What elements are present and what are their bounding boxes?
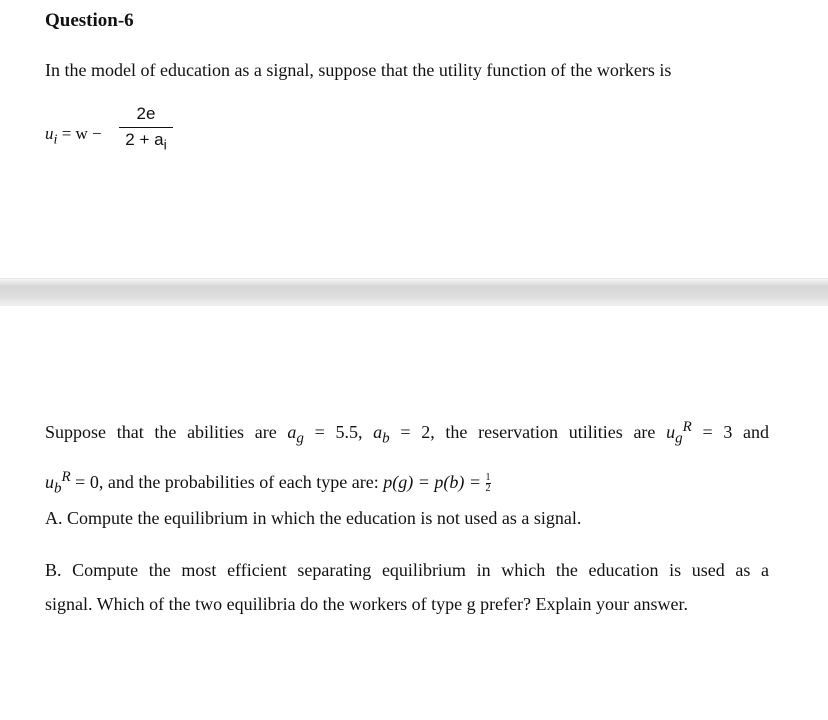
abilities-line-2: $u_b^R = 0$, and the probabilities of each type are: $p(g) = p(b) = \frac{1}{2}$ [45,468,491,497]
part-b-line-1: B. Compute the most efficient separating equilibrium in which the education is used as a [45,560,769,580]
part-a-text: A. Compute the equilibrium in which the education is not used as a signal. [45,508,582,528]
formula-fraction [119,104,173,153]
question-intro: In the model of education as a signal, suppose that the utility function of the workers is [45,60,672,80]
part-b-line-2: signal. Which of the two equilibria do the workers of type g prefer? Explain your answer. [45,594,688,614]
abilities-paragraph [45,408,769,507]
half-fraction: $\frac{1}{2}$ [485,471,491,494]
question-title: Question-6 [45,10,134,31]
formula-denominator: $2 + a_i$ [125,130,167,154]
formula-lhs: $u_i = w$ − [45,124,102,148]
abilities-line-1: Suppose that the abilities are $a_g = 5.5$, $a_b = 2$, the reservation utilities are $u_g^R = 3$ and [45,419,770,447]
part-b-text [45,553,769,621]
formula-numerator: 2e [136,104,156,123]
section-divider [0,278,828,306]
